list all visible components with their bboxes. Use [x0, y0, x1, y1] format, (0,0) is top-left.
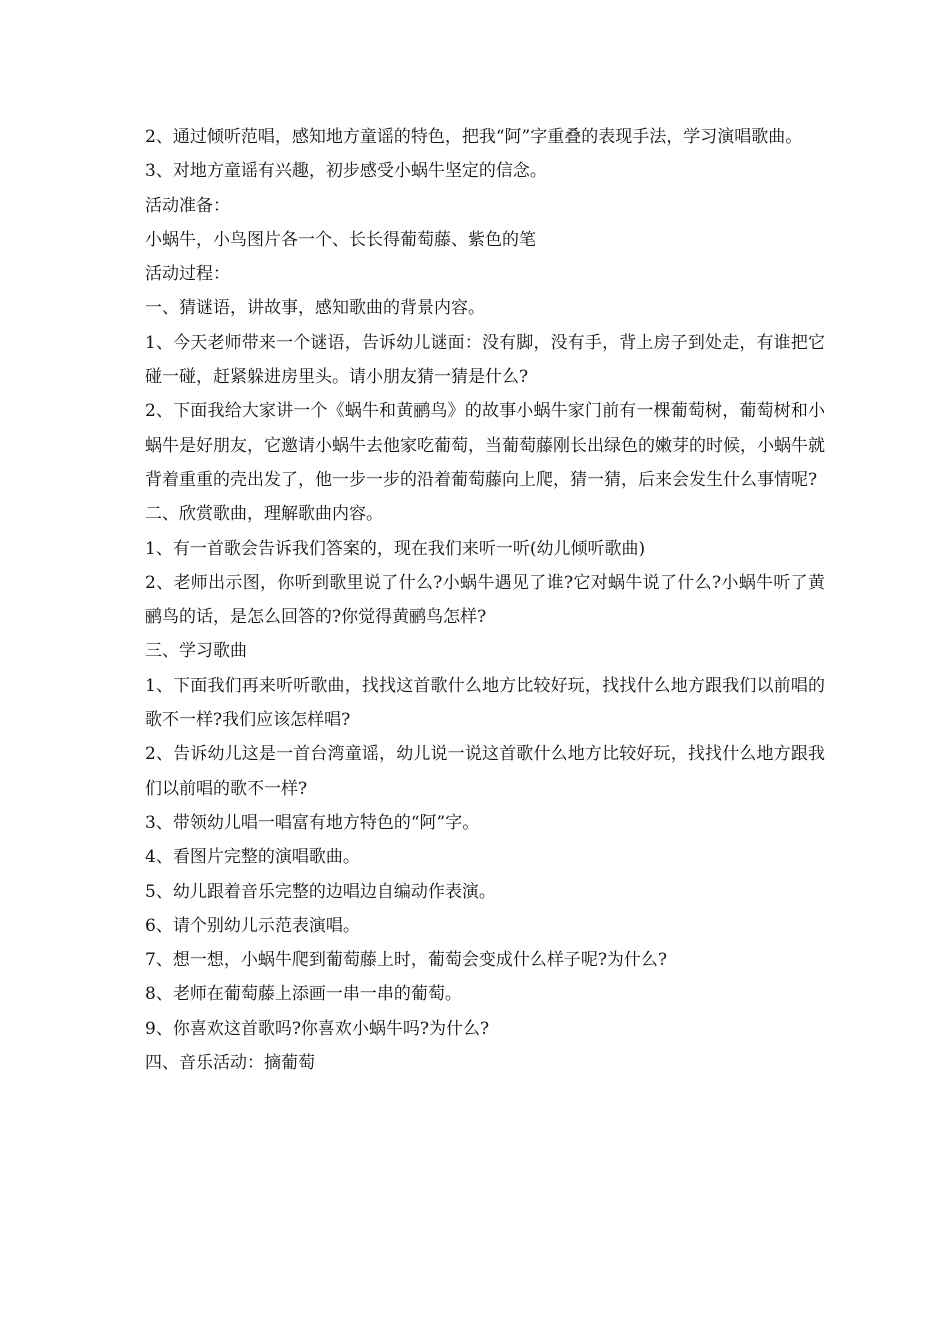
document-body	[145, 120, 825, 1080]
step-3-4: 4、看图片完整的演唱歌曲。	[145, 847, 360, 868]
paragraph-objective-2: 2、通过倾听范唱，感知地方童谣的特色，把我“阿”字重叠的表现手法，学习演唱歌曲。	[145, 127, 803, 147]
step-3-5: 5、幼儿跟着音乐完整的边唱边自编动作表演。	[145, 881, 496, 902]
step-2-2: 2、老师出示图，你听到歌里说了什么?小蜗牛遇见了谁?它对蜗牛说了什么?小蜗牛听了黄鹂鸟的话，是怎么回答的?你觉得黄鹂鸟怎样?	[145, 572, 825, 628]
step-3-6: 6、请个别幼儿示范表演唱。	[145, 915, 360, 936]
paragraph-materials: 小蜗牛，小鸟图片各一个、长长得葡萄藤、紫色的笔	[145, 229, 536, 250]
step-1-1: 1、今天老师带来一个谜语，告诉幼儿谜面：没有脚，没有手，背上房子到处走，有谁把它碰一碰，赶紧躲进房里头。请小朋友猜一猜是什么?	[145, 332, 825, 388]
heading-process: 活动过程：	[145, 264, 230, 285]
step-1-2: 2、下面我给大家讲一个《蜗牛和黄鹂鸟》的故事小蜗牛家门前有一棵葡萄树，葡萄树和小蜗牛是好朋友，它邀请小蜗牛去他家吃葡萄，当葡萄藤刚长出绿色的嫩芽的时候，小蜗牛就背着重重的壳出发了，他一步一步的沿着葡萄藤向上爬，猜一猜，后来会发生什么事情呢?	[145, 401, 825, 490]
step-3-1: 1、下面我们再来听听歌曲，找找这首歌什么地方比较好玩，找找什么地方跟我们以前唱的歌不一样?我们应该怎样唱?	[145, 675, 825, 731]
step-3-3: 3、带领幼儿唱一唱富有地方特色的“阿”字。	[145, 812, 480, 833]
step-3-8: 8、老师在葡萄藤上添画一串一串的葡萄。	[145, 984, 462, 1005]
section-heading-2: 二、欣赏歌曲，理解歌曲内容。	[145, 504, 383, 525]
step-2-1: 1、有一首歌会告诉我们答案的，现在我们来听一听(幼儿倾听歌曲)	[145, 538, 646, 559]
heading-preparation: 活动准备：	[145, 195, 230, 216]
step-3-9: 9、你喜欢这首歌吗?你喜欢小蜗牛吗?为什么?	[145, 1018, 490, 1039]
section-heading-4: 四、音乐活动：摘葡萄	[145, 1053, 315, 1074]
step-3-7: 7、想一想，小蜗牛爬到葡萄藤上时，葡萄会变成什么样子呢?为什么?	[145, 950, 668, 971]
step-3-2: 2、告诉幼儿这是一首台湾童谣，幼儿说一说这首歌什么地方比较好玩，找找什么地方跟我们以前唱的歌不一样?	[145, 744, 825, 799]
section-heading-1: 一、猜谜语，讲故事，感知歌曲的背景内容。	[145, 298, 485, 319]
paragraph-objective-3: 3、对地方童谣有兴趣，初步感受小蜗牛坚定的信念。	[145, 161, 547, 182]
section-heading-3: 三、学习歌曲	[145, 641, 247, 662]
